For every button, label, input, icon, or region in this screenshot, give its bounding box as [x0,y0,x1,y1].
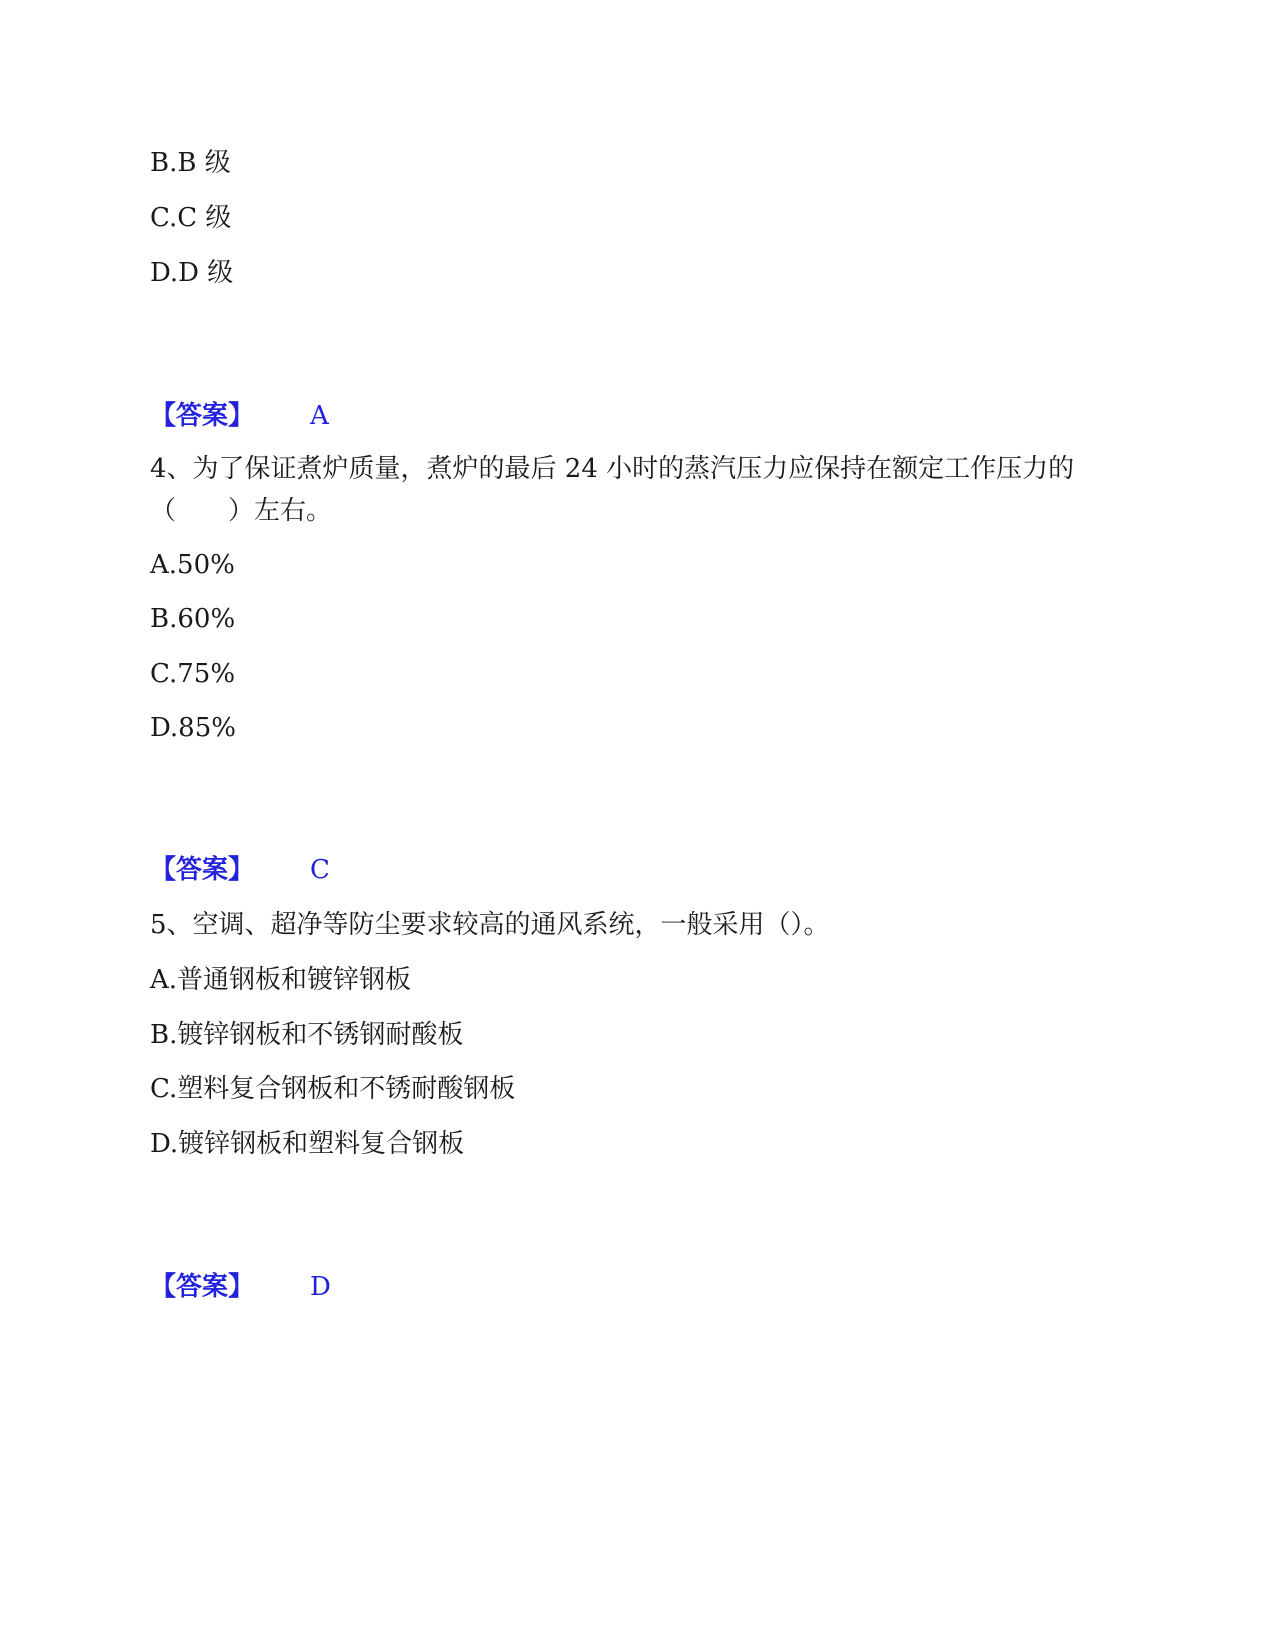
q5-option-d: D.镀锌钢板和塑料复合钢板 [150,1129,465,1159]
q3-answer-value: A [310,401,329,431]
q3-option-c: C.C 级 [150,203,232,233]
q5-question-text: 5、空调、超净等防尘要求较高的通风系统，一般采用（）。 [150,910,830,940]
q5-option-c: C.塑料复合钢板和不锈耐酸钢板 [150,1074,516,1104]
q5-answer [150,1270,331,1304]
q4-option-b: B.60% [150,604,236,634]
q4-option-d: D.85% [150,713,236,743]
q3-answer [150,399,329,433]
q5-answer-label: 【答案】 [150,1272,255,1302]
q4-question-text: 4、为了保证煮炉质量，煮炉的最后 24 小时的蒸汽压力应保持在额定工作压力的（ ）左右。 [150,454,1075,526]
q3-option-b: B.B 级 [150,148,231,178]
q4-answer-value: C [310,855,330,885]
q4-answer-label: 【答案】 [150,855,255,885]
q4-answer [150,853,330,887]
q3-answer-label: 【答案】 [150,401,255,431]
q5-option-a: A.普通钢板和镀锌钢板 [150,965,412,995]
q5-answer-value: D [310,1272,331,1302]
q3-option-d: D.D 级 [150,258,234,288]
q5-option-b: B.镀锌钢板和不锈钢耐酸板 [150,1020,464,1050]
q4-option-a: A.50% [150,550,235,580]
q4-option-c: C.75% [150,659,236,689]
